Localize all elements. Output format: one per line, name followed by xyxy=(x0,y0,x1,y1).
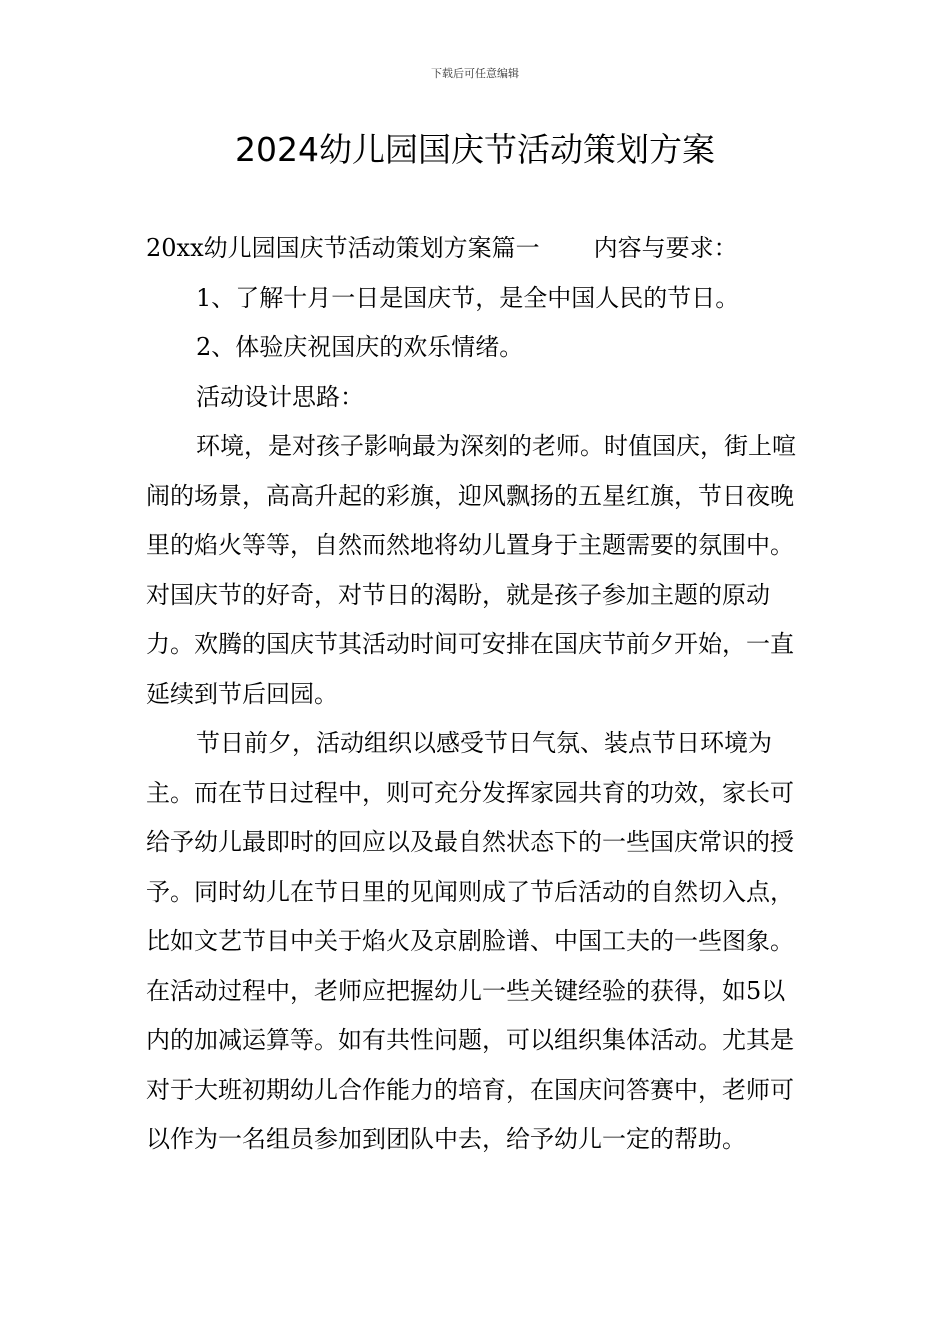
subtitle-line xyxy=(146,224,806,274)
paragraph-4: 环境，是对孩子影响最为深刻的老师。时值国庆，街上喧闹的场景，高高升起的彩旗，迎风飘扬的五星红旗，节日夜晚里的焰火等等，自然而然地将幼儿置身于主题需要的氛围中。对国庆节的好奇，对节日的渴盼，就是孩子参加主题的原动力。欢腾的国庆节其活动时间可安排在国庆节前夕开始，一直延续到节后回园。 xyxy=(146,432,796,708)
subtitle-part2: 内容与要求： xyxy=(593,234,738,262)
subtitle-part1: 20xx幼儿园国庆节活动策划方案篇一 xyxy=(146,234,540,262)
paragraph-2: 2、体验庆祝国庆的欢乐情绪。 xyxy=(196,333,524,361)
document-title: 2024幼儿园国庆节活动策划方案 xyxy=(235,130,715,169)
paragraph-5: 节日前夕，活动组织以感受节日气氛、装点节日环境为主。而在节日过程中，则可充分发挥家园共育的功效，家长可给予幼儿最即时的回应以及最自然状态下的一些国庆常识的授予。同时幼儿在节日里的见闻则成了节后活动的自然切入点，比如文艺节目中关于焰火及京剧脸谱、中国工夫的一些图象。在活动过程中，老师应把握幼儿一些关键经验的获得，如5以内的加减运算等。如有共性问题，可以组织集体活动。尤其是对于大班初期幼儿合作能力的培育，在国庆问答赛中，老师可以作为一名组员参加到团队中去，给予幼儿一定的帮助。 xyxy=(146,729,794,1153)
document-body xyxy=(146,224,806,1165)
paragraph-1: 1、了解十月一日是国庆节，是全中国人民的节日。 xyxy=(196,283,740,312)
paragraph-3: 活动设计思路： xyxy=(196,382,364,411)
header-note: 下载后可任意编辑 xyxy=(431,67,519,80)
